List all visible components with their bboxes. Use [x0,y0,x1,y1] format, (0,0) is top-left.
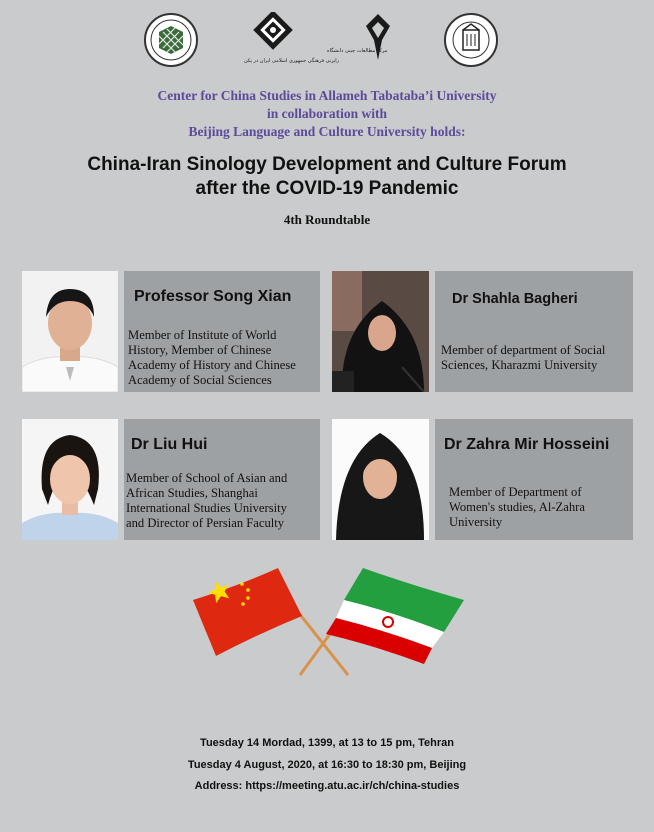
desc-line: Member of Institute of World [128,328,277,342]
allameh-university-logo [441,12,501,68]
intro-line: Center for China Studies in Allameh Tabataba’i University [157,88,497,103]
speaker-photo [332,419,429,540]
title-line: after the COVID-19 Pandemic [195,178,459,199]
speaker-photo [332,271,429,392]
speaker-card [124,419,320,540]
intro-line: Beijing Language and Culture University holds: [188,124,466,139]
desc-line: Member of department of Social [441,343,606,357]
intro-block [0,87,654,141]
speaker-description [441,343,605,373]
meeting-address-link[interactable]: Address: https://meeting.atu.ac.ir/ch/china-studies [194,780,460,792]
emblem-caption: رایزنی فرهنگی جمهوری اسلامی ایران در پکن [244,58,340,64]
cultural-center-logo [360,12,396,62]
desc-line: International Studies University [126,501,287,515]
speaker-photo [22,271,118,392]
speaker-name: Dr Shahla Bagheri [452,291,578,307]
speaker-name: Dr Liu Hui [131,436,208,453]
roundtable-label: 4th Roundtable [283,212,371,227]
schedule-beijing: Tuesday 4 August, 2020, at 16:30 to 18:30 pm, Beijing [187,759,467,771]
speaker-description [128,328,296,388]
speaker-card [435,419,633,540]
intro-line: in collaboration with [266,106,387,121]
speaker-card [435,271,633,392]
cultural-center-caption: مرکز مطالعات چینی دانشگاه [327,48,388,54]
desc-line: Academy of Social Sciences [128,373,272,387]
title-line: China-Iran Sinology Development and Culture Forum [87,154,567,175]
china-flag-icon [193,568,302,656]
speaker-name: Dr Zahra Mir Hosseini [444,436,610,453]
desc-line: Member of School of Asian and [126,471,288,485]
desc-line: Academy of History and Chinese [128,358,296,372]
iran-flag-icon [326,568,464,664]
speaker-photo [22,419,118,540]
logo-row [0,12,654,74]
speaker-card [124,271,320,392]
cube-seal-logo [141,12,201,68]
schedule-tehran: Tuesday 14 Mordad, 1399, at 13 to 15 pm, Tehran [200,737,454,749]
forum-title [0,153,654,201]
emblem-logo [249,12,297,56]
speaker-name: Professor Song Xian [134,288,292,305]
speaker-description [126,471,287,531]
crossed-flags [188,560,468,680]
desc-line: African Studies, Shanghai [126,486,258,500]
desc-line: Sciences, Kharazmi University [441,358,598,372]
desc-line: Women's studies, Al-Zahra [449,500,585,514]
desc-line: and Director of Persian Faculty [126,516,285,530]
desc-line: University [449,515,503,529]
speaker-description [449,485,585,530]
desc-line: Member of Department of [449,485,582,499]
desc-line: History, Member of Chinese [128,343,272,357]
